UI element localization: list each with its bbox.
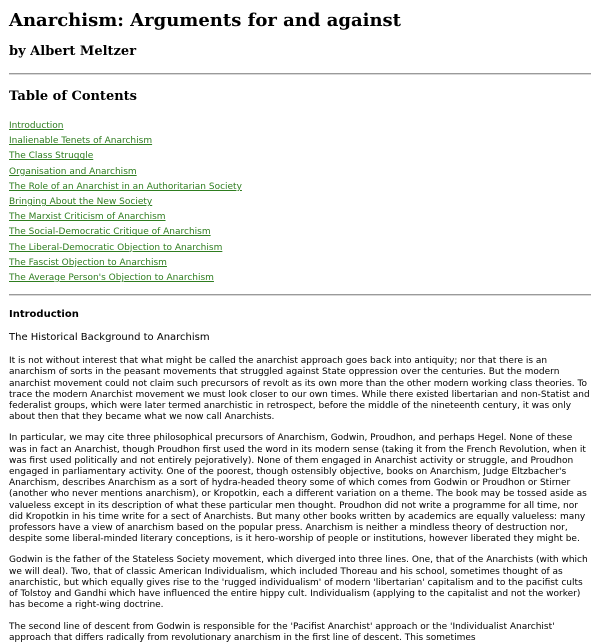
toc-link-inalienable-tenets[interactable]: Inalienable Tenets of Anarchism	[9, 136, 153, 147]
toc-item	[9, 269, 591, 284]
body-paragraph: Godwin is the father of the Stateless Society movement, which diverged into three lines. One, that of the Anarchists (with which we will deal). Two, that of classic American Individualism, which included Thoreau and his school, sometimes thought of as anarchistic, but which equally gives rise to the 'rugged individualism' of modern 'libertarian' capitalism and to the pacifist cults of Tolstoy and Gandhi which have influenced the entire hippy cult. Individualism (applying to the capitalist and not the worker) has become a right-wing doctrine.	[9, 555, 588, 611]
subsection-heading: The Historical Background to Anarchism	[9, 332, 210, 344]
toc-link-role-of-anarchist[interactable]: The Role of an Anarchist in an Authoritarian Society	[9, 181, 242, 192]
title-divider	[9, 73, 591, 75]
toc-link-introduction[interactable]: Introduction	[9, 121, 64, 131]
toc-item	[9, 178, 591, 193]
toc-item	[9, 193, 591, 208]
toc-divider	[9, 294, 591, 296]
toc-item	[9, 163, 591, 178]
toc-item	[9, 239, 591, 254]
toc-item	[9, 132, 591, 147]
toc-link-marxist-criticism[interactable]: The Marxist Criticism of Anarchism	[9, 212, 166, 223]
toc-item	[9, 223, 591, 238]
toc-item	[9, 147, 591, 162]
toc-link-class-struggle[interactable]: The Class Struggle	[9, 151, 94, 162]
toc-item	[9, 254, 591, 269]
toc-link-liberal-democratic[interactable]: The Liberal-Democratic Objection to Anarchism	[9, 242, 223, 253]
body-paragraph: It is not without interest that what might be called the anarchist approach goes back into antiquity; nor that there is an anarchism of sorts in the peasant movements that struggled against State oppression over the centuries. But the modern anarchist movement could not claim such precursors of revolt as its own more than the other modern working class theories. To trace the modern Anarchist movement we must look closer to our own times. While there existed libertarian and non-Statist and federalist groups, which were later termed anarchistic in retrospect, before the middle of the nineteenth century, it was only about then that they became what we now call Anarchists.	[9, 356, 590, 423]
section-heading: Introduction	[9, 309, 79, 321]
toc-link-average-person[interactable]: The Average Person's Objection to Anarchism	[9, 273, 214, 284]
author-line: by Albert Meltzer	[9, 44, 137, 59]
toc-link-fascist-objection[interactable]: The Fascist Objection to Anarchism	[9, 257, 167, 268]
table-of-contents	[9, 117, 591, 284]
toc-link-organisation[interactable]: Organisation and Anarchism	[9, 166, 137, 177]
document-title: Anarchism: Arguments for and against	[9, 10, 401, 31]
body-paragraph: In particular, we may cite three philosophical precursors of Anarchism, Godwin, Proudhon, and perhaps Hegel. None of these was in fact an Anarchist, though Proudhon first used the word in its modern sense (taking it from the French Revolution, when it was first used politically and not entirely pejoratively). None of them engaged in Anarchist activity or struggle, and Proudhon engaged in parliamentary activity. One of the poorest, though ostensibly objective, books on Anarchism, Judge Eltzbacher's Anarchism, describes Anarchism as a sort of hydra-headed theory some of which comes from Godwin or Proudhon or Stirner (another who never mentions anarchism), or Kropotkin, each a different variation on a theme. The book may be tossed aside as valueless except in its description of what these particular men thought. Proudhon did not write a programme for all time, nor did Kropotkin in his time write for a sect of Anarchists. But many other books written by academics are equally valueless: many professors have a view of anarchism based on the popular press. Anarchism is neither a mindless theory of destruction nor, despite some liberal-minded literary conceptions, is it hero-worship of people or institutions, however liberated they might be.	[9, 433, 587, 545]
body-paragraph: The second line of descent from Godwin is responsible for the 'Pacifist Anarchist' approach or the 'Individualist Anarchist' approach that differs radically from revolutionary anarchism in the first line of descent. This sometimes	[9, 621, 555, 643]
toc-link-new-society[interactable]: Bringing About the New Society	[9, 197, 153, 208]
toc-link-social-democratic[interactable]: The Social-Democratic Critique of Anarchism	[9, 227, 211, 238]
toc-heading: Table of Contents	[9, 89, 137, 104]
toc-item	[9, 208, 591, 223]
toc-item	[9, 117, 591, 132]
